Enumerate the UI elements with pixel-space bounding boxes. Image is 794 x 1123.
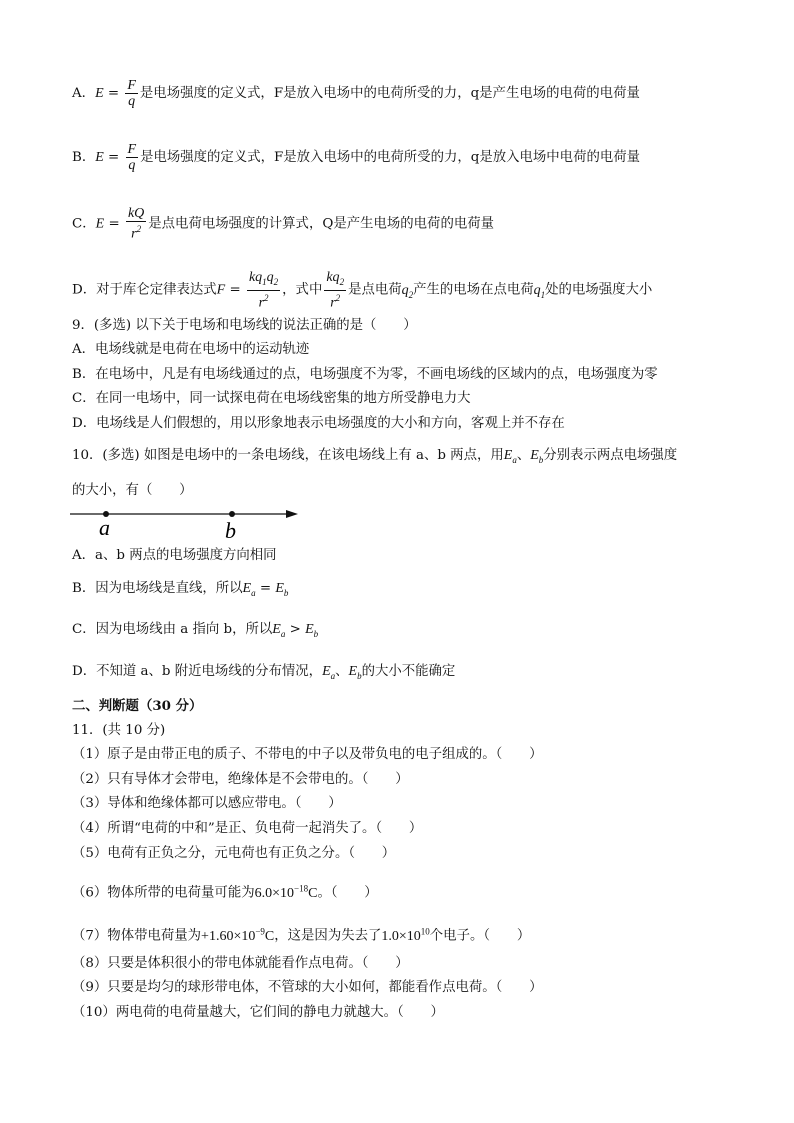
q11-item-5: （5）电荷有正负之分，元电荷也有正负之分。（ ）: [72, 846, 396, 861]
q9-option-b: B．在电场中，凡是有电场线通过的点，电场强度不为零，不画电场线的区域内的点，电场强度为零: [72, 367, 658, 382]
point-a-label: a: [99, 515, 110, 540]
q10-option-d: D．不知道 a、b 附近电场线的分布情况，$E_a$、$E_b$的大小不能确定: [72, 664, 456, 681]
q9-option-c: C．在同一电场中，同一试探电荷在电场线密集的地方所受静电力大: [72, 391, 471, 406]
q11-item-9: （9）只要是均匀的球形带电体，不管球的大小如何，都能看作点电荷。（ ）: [72, 980, 543, 995]
q11-item-2: （2）只有导体才会带电，绝缘体是不会带电的。（ ）: [72, 772, 409, 787]
q11-item-1: （1）原子是由带正电的质子、不带电的中子以及带负电的电子组成的。（ ）: [72, 747, 543, 762]
formula-e-kq-over-r2: E: [95, 216, 105, 232]
q8-option-a: A．E = $\frac{F}{q}$ 是电场强度的定义式，F是放入电场中的电荷所受的力，q是产生电场的电荷的电荷量: [72, 78, 640, 109]
q11-item-4: （4）所谓“电荷的中和”是正、负电荷一起消失了。（ ）: [72, 821, 423, 836]
q11-item-3: （3）导体和绝缘体都可以感应带电。（ ）: [72, 796, 342, 811]
formula-coulomb: F: [216, 282, 226, 298]
q9-option-a: A．电场线就是电荷在电场中的运动轨迹: [72, 342, 310, 357]
q10-stem-line2: 的大小，有（ ）: [72, 483, 193, 498]
q11-stem: 11．(共 10 分): [72, 723, 166, 738]
q8-option-b: B．E = $\frac{F}{q}$ 是电场强度的定义式，F是放入电场中的电荷所受的力，q是放入电场中电荷的电荷量: [72, 142, 641, 173]
formula-e-f-over-q: E: [95, 86, 104, 101]
q9-stem: 9．(多选) 以下关于电场和电场线的说法正确的是（ ）: [72, 318, 417, 333]
q11-item-7: （7）物体带电荷量为$+1.60\times 10^{-9}C$，这是因为失去了$1.0\times 10^{10}$个电子。（ ）: [72, 926, 531, 944]
q11-item-6: （6）物体所带的电荷量可能为$6.0\times 10^{-18}C$。（ ）: [72, 883, 378, 901]
q10-option-b: B．因为电场线是直线，所以$E_a = E_b$: [72, 581, 289, 598]
arrow-head-icon: [286, 510, 298, 518]
q8-option-c: C．E = $\frac{kQ}{r^2}$ 是点电荷电场强度的计算式，Q是产生电场的电荷的电荷量: [72, 206, 495, 242]
electric-field-line-figure: [70, 502, 302, 542]
q10-option-a: A．a、b 两点的电场强度方向相同: [72, 548, 277, 563]
section-title: 二、判断题（30 分）: [72, 698, 203, 714]
q10-option-c: C．因为电场线由 a 指向 b，所以$E_a > E_b$: [72, 622, 319, 639]
q9-option-d: D．电场线是人们假想的，用以形象地表示电场强度的大小和方向，客观上并不存在: [72, 416, 565, 431]
q10-stem: 10．(多选) 如图是电场中的一条电场线，在该电场线上有 a、b 两点，用$E_a$、$E_b$分别表示两点电场强度: [72, 448, 678, 465]
q11-item-10: （10）两电荷的电荷量越大，它们间的静电力就越大。（ ）: [72, 1005, 444, 1020]
q8-option-d: D．对于库仑定律表达式F = $\frac{kq_1q_2}{r^2}$ ，式中 $\frac{kq_2}{r^2}$ 是点电荷$q_2$产生的电场在点电荷$q_1$处的电场强度大小: [72, 270, 653, 311]
formula-e-f-over-q: E: [95, 150, 104, 165]
q11-item-8: （8）只要是体积很小的带电体就能看作点电荷。（ ）: [72, 956, 409, 971]
point-b-label: b: [225, 518, 236, 542]
point-b-dot: [229, 511, 235, 517]
